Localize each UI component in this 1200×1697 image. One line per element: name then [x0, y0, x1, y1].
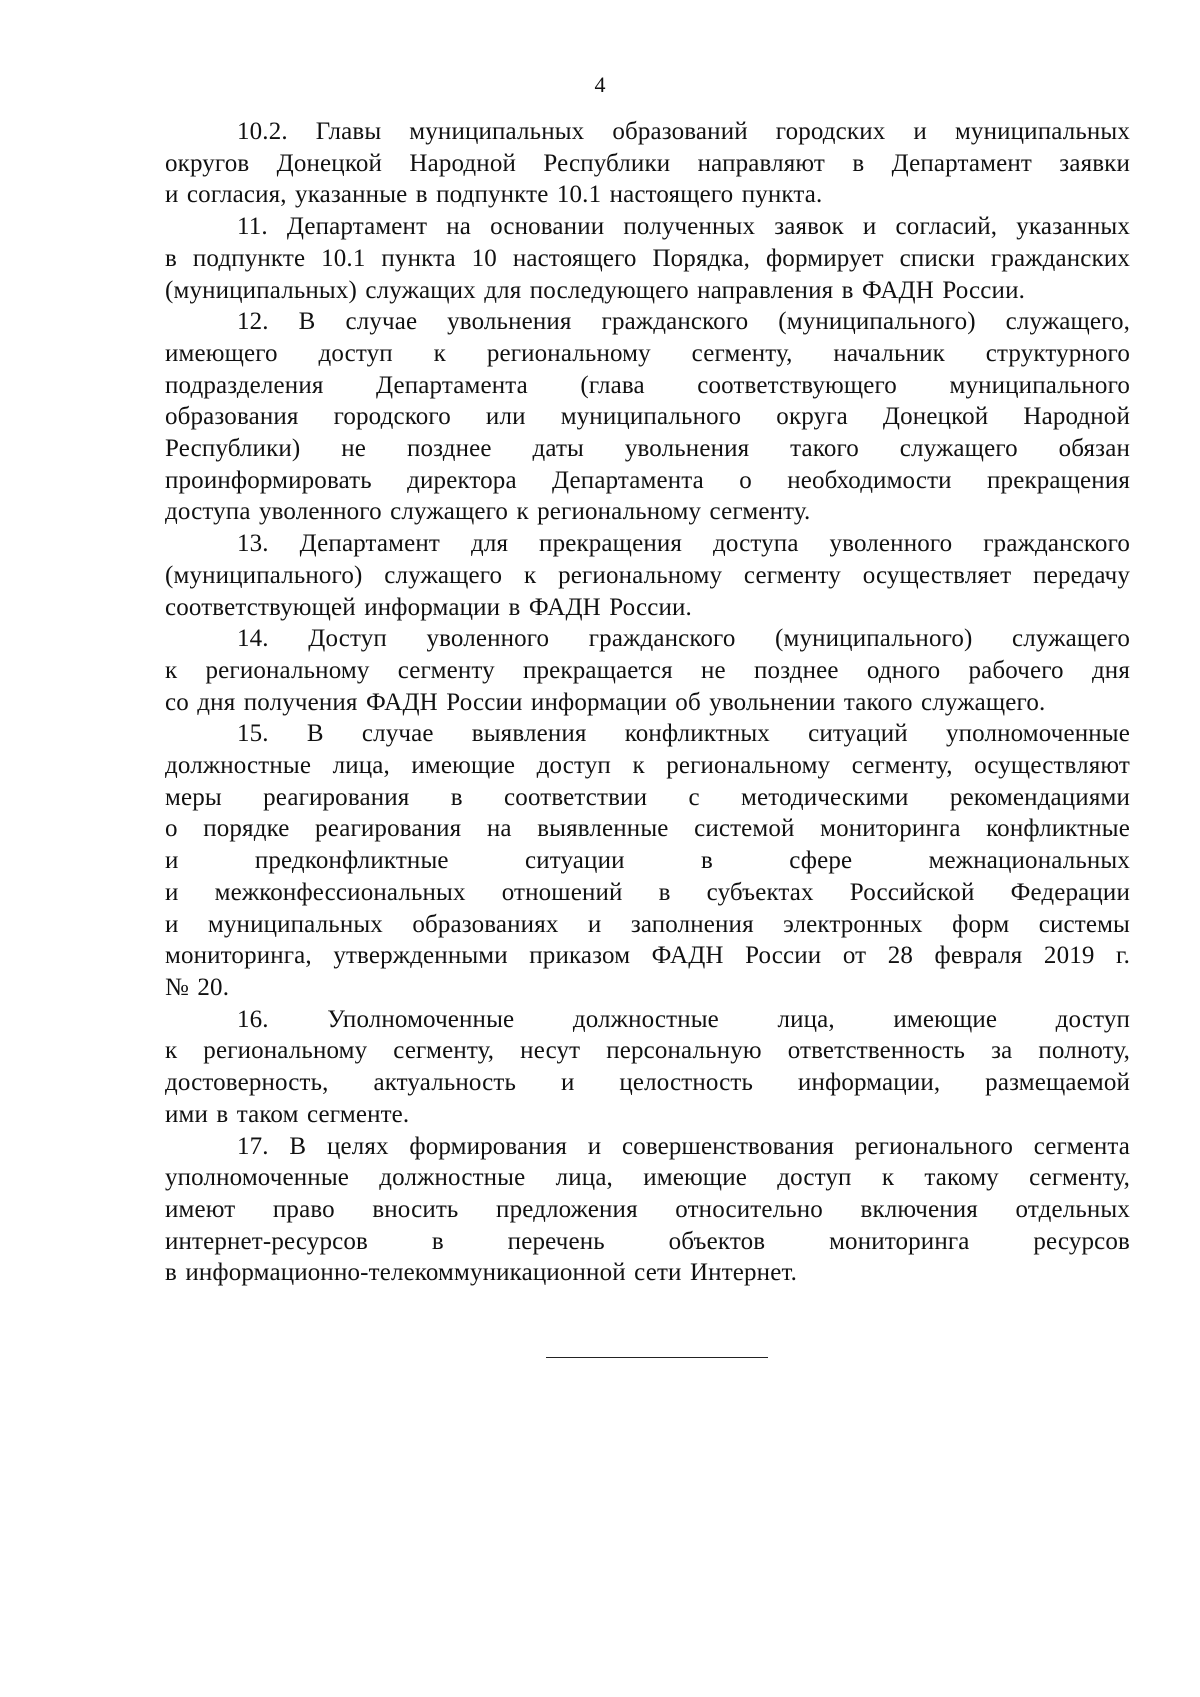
text-line: проинформировать директора Департамента о необходимости прекращения [165, 466, 1130, 494]
paragraph-15 [165, 718, 1130, 1003]
end-of-document-rule [546, 1357, 768, 1358]
text-line: мониторинга, утвержденными приказом ФАДН России от 28 февраля 2019 г. [165, 942, 1130, 970]
text-line: имеют право вносить предложения относительно включения отдельных [165, 1195, 1130, 1223]
text-line: (муниципальных) служащих для последующего направления в ФАДН России. [165, 276, 1026, 304]
text-line: образования городского или муниципального округа Донецкой Народной [165, 403, 1130, 431]
paragraph-12 [165, 306, 1130, 528]
text-line: имеющего доступ к региональному сегменту, начальник структурного [165, 339, 1130, 367]
text-line: 13. Департамент для прекращения доступа уволенного гражданского [237, 530, 1130, 558]
text-line: достоверность, актуальность и целостность информации, размещаемой [165, 1069, 1130, 1097]
page-number: 4 [594, 72, 606, 97]
paragraph-14 [165, 623, 1130, 718]
text-line: должностные лица, имеющие доступ к региональному сегменту, осуществляют [165, 752, 1130, 780]
paragraph-11 [165, 211, 1130, 306]
document-body [165, 116, 1130, 1289]
text-line: № 20. [165, 973, 230, 1001]
text-line: 14. Доступ уволенного гражданского (муниципального) служащего [237, 625, 1130, 653]
text-line: интернет-ресурсов в перечень объектов мониторинга ресурсов [165, 1227, 1130, 1255]
paragraph-10-2 [165, 116, 1130, 211]
text-line: (муниципального) служащего к региональному сегменту осуществляет передачу [165, 561, 1130, 589]
text-line: 16. Уполномоченные должностные лица, имеющие доступ [237, 1005, 1130, 1033]
paragraph-16 [165, 1004, 1130, 1131]
text-line: доступа уволенного служащего к региональному сегменту. [165, 498, 811, 526]
text-line: соответствующей информации в ФАДН России. [165, 593, 692, 621]
text-line: 15. В случае выявления конфликтных ситуаций уполномоченные [237, 720, 1130, 748]
text-line: и муниципальных образованиях и заполнения электронных форм системы [165, 910, 1130, 938]
text-line: 10.2. Главы муниципальных образований городских и муниципальных [237, 118, 1130, 145]
text-line: к региональному сегменту прекращается не позднее одного рабочего дня [165, 656, 1130, 684]
text-line: и межконфессиональных отношений в субъектах Российской Федерации [165, 878, 1130, 906]
text-line: округов Донецкой Народной Республики направляют в Департамент заявки [165, 149, 1130, 177]
text-line: уполномоченные должностные лица, имеющие доступ к такому сегменту, [165, 1164, 1130, 1192]
paragraph-13 [165, 528, 1130, 623]
text-line: в информационно-телекоммуникационной сети Интернет. [165, 1259, 798, 1287]
text-line: Республики) не позднее даты увольнения такого служащего обязан [165, 435, 1130, 463]
text-line: 12. В случае увольнения гражданского (муниципального) служащего, [237, 308, 1130, 336]
text-line: в подпункте 10.1 пункта 10 настоящего Порядка, формирует списки гражданских [165, 244, 1130, 272]
text-line: к региональному сегменту, несут персональную ответственность за полноту, [165, 1037, 1130, 1065]
text-line: и согласия, указанные в подпункте 10.1 настоящего пункта. [165, 181, 823, 209]
text-line: ими в таком сегменте. [165, 1100, 410, 1128]
text-line: подразделения Департамента (глава соответствующего муниципального [165, 371, 1130, 399]
text-line: 17. В целях формирования и совершенствования регионального сегмента [237, 1132, 1130, 1160]
text-line: и предконфликтные ситуации в сфере межнациональных [165, 847, 1130, 875]
text-line: меры реагирования в соответствии с методическими рекомендациями [165, 783, 1130, 811]
text-line: о порядке реагирования на выявленные системой мониторинга конфликтные [165, 815, 1130, 843]
paragraph-17 [165, 1131, 1130, 1290]
text-line: 11. Департамент на основании полученных заявок и согласий, указанных [237, 213, 1130, 241]
text-line: со дня получения ФАДН России информации об увольнении такого служащего. [165, 688, 1046, 716]
